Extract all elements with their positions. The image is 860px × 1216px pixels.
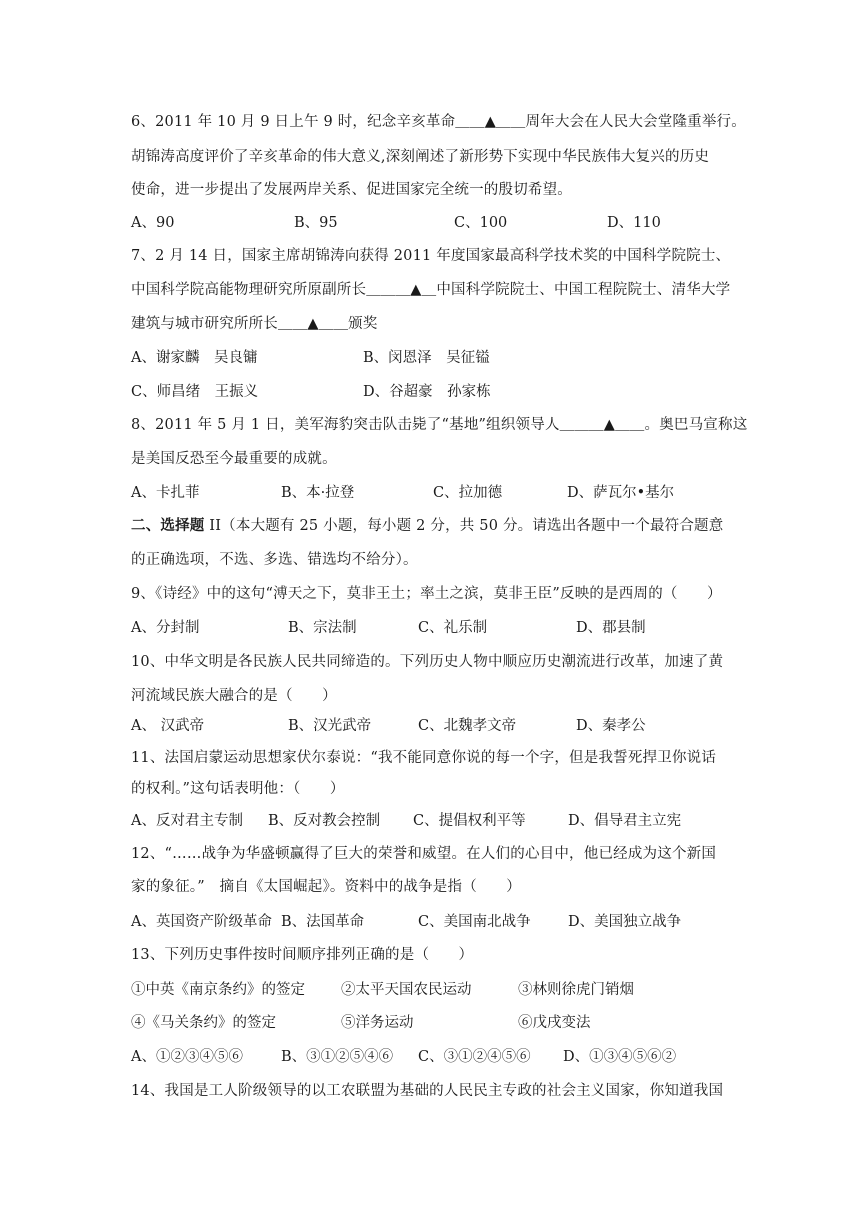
q6-line-3: 使命，进一步提出了发展两岸关系、促进国家完全统一的殷切希望。 [131, 182, 572, 198]
q11-option-a[interactable]: A、反对君主专制 [131, 813, 243, 829]
q11-option-c[interactable]: C、提倡权利平等 [413, 813, 526, 829]
q8-option-d[interactable]: D、萨瓦尔•基尔 [567, 485, 675, 501]
section-2-intro-line-2: 的正确选项，不选、多选、错选均不给分）。 [131, 552, 418, 568]
q13-event-2: ②太平天国农民运动 [341, 982, 472, 998]
q9-option-b[interactable]: B、宗法制 [288, 620, 357, 636]
q8-option-c[interactable]: C、拉加德 [433, 485, 503, 501]
q12-option-a[interactable]: A、英国资产阶级革命 [131, 914, 272, 930]
q8-line-2: 是美国反恐至今最重要的成就。 [131, 451, 337, 467]
q10-line-1: 10、中华文明是各民族人民共同缔造的。下列历史人物中顺应历史潮流进行改革，加速了黄 [131, 654, 724, 670]
q7-option-d[interactable]: D、谷超豪 孙家栋 [363, 384, 491, 400]
q13-event-1: ①中英《南京条约》的签定 [131, 982, 305, 998]
q13-event-3: ③林则徐虎门销烟 [518, 982, 634, 998]
q10-line-2: 河流域民族大融合的是（ ） [131, 688, 337, 704]
q12-line-1: 12、“……战争为华盛顿赢得了巨大的荣誉和威望。在人们的心目中，他已经成为这个新国 [131, 846, 717, 862]
q7-option-a[interactable]: A、谢家麟 吴良镛 [131, 350, 258, 366]
q7-option-b[interactable]: B、闵恩泽 吴征镒 [363, 350, 490, 366]
q6-line-2: 胡锦涛高度评价了辛亥革命的伟大意义,深刻阐述了新形势下实现中华民族伟大复兴的历史 [131, 149, 710, 165]
section-2-heading: 二、选择题 [131, 517, 205, 534]
q7-option-c[interactable]: C、师昌绪 王振义 [131, 384, 259, 400]
q13-option-d[interactable]: D、①③④⑤⑥② [563, 1049, 677, 1065]
section-2-intro-line-1 [131, 516, 723, 536]
q7-line-2: 中国科学院高能物理研究所原副所长＿＿＿▲＿中国科学院院士、中国工程院院士、清华大学 [131, 282, 731, 298]
q10-option-d[interactable]: D、秦孝公 [576, 718, 646, 734]
q13-event-5: ⑤洋务运动 [341, 1015, 414, 1031]
q11-line-1: 11、法国启蒙运动思想家伏尔泰说：“我不能同意你说的每一个字，但是我誓死捍卫你说话 [131, 750, 717, 766]
q12-line-2: 家的象征。” 摘自《太国崛起》。资料中的战争是指（ ） [131, 879, 522, 895]
q6-option-a[interactable]: A、90 [131, 215, 175, 231]
q6-option-b[interactable]: B、95 [294, 215, 338, 231]
q6-option-d[interactable]: D、110 [607, 215, 661, 231]
q9-option-c[interactable]: C、礼乐制 [418, 620, 488, 636]
q11-option-d[interactable]: D、倡导君主立宪 [568, 813, 682, 829]
q12-option-d[interactable]: D、美国独立战争 [568, 914, 682, 930]
q8-option-a[interactable]: A、卡扎菲 [131, 485, 200, 501]
q7-line-1: 7、2 月 14 日，国家主席胡锦涛向获得 2011 年度国家最高科学技术奖的中国科学院院士、 [131, 248, 731, 264]
section-2-instructions: II（本大题有 25 小题，每小题 2 分，共 50 分。请选出各题中一个最符合题意 [204, 518, 724, 534]
q10-option-c[interactable]: C、北魏孝文帝 [418, 718, 517, 734]
q6-option-c[interactable]: C、100 [454, 215, 508, 231]
q13-option-b[interactable]: B、③①②⑤④⑥ [281, 1049, 394, 1065]
q10-option-a[interactable]: A、 汉武帝 [131, 718, 205, 734]
q12-option-b[interactable]: B、法国革命 [281, 914, 365, 930]
q12-option-c[interactable]: C、美国南北战争 [418, 914, 531, 930]
q13-line-1: 13、下列历史事件按时间顺序排列正确的是（ ） [131, 947, 474, 963]
q11-line-2: 的权利。”这句话表明他：（ ） [131, 781, 345, 797]
q9-option-a[interactable]: A、分封制 [131, 620, 200, 636]
q13-event-4: ④《马关条约》的签定 [131, 1015, 276, 1031]
q6-line-1: 6、2011 年 10 月 9 日上午 9 时，纪念辛亥革命＿＿▲＿＿周年大会在人民大会堂隆重举行。 [131, 114, 746, 130]
q14-line-1: 14、我国是工人阶级领导的以工农联盟为基础的人民民主专政的社会主义国家，你知道我国 [131, 1083, 724, 1099]
q8-option-b[interactable]: B、本·拉登 [281, 485, 355, 501]
q13-option-a[interactable]: A、①②③④⑤⑥ [131, 1049, 243, 1065]
q13-event-6: ⑥戊戌变法 [518, 1015, 591, 1031]
q9-option-d[interactable]: D、郡县制 [576, 620, 646, 636]
q8-line-1: 8、2011 年 5 月 1 日，美军海豹突击队击毙了“基地”组织领导人＿＿＿▲＿＿。奥巴马宣称这 [131, 417, 748, 433]
q10-option-b[interactable]: B、汉光武帝 [288, 718, 372, 734]
q9-line-1: 9、《诗经》中的这句“溥天之下，莫非王土；率土之滨，莫非王臣”反映的是西周的（ ） [131, 586, 722, 602]
q7-line-3: 建筑与城市研究所所长＿＿▲＿＿颁奖 [131, 316, 378, 332]
q13-option-c[interactable]: C、③①②④⑤⑥ [418, 1049, 531, 1065]
q11-option-b[interactable]: B、反对教会控制 [268, 813, 381, 829]
